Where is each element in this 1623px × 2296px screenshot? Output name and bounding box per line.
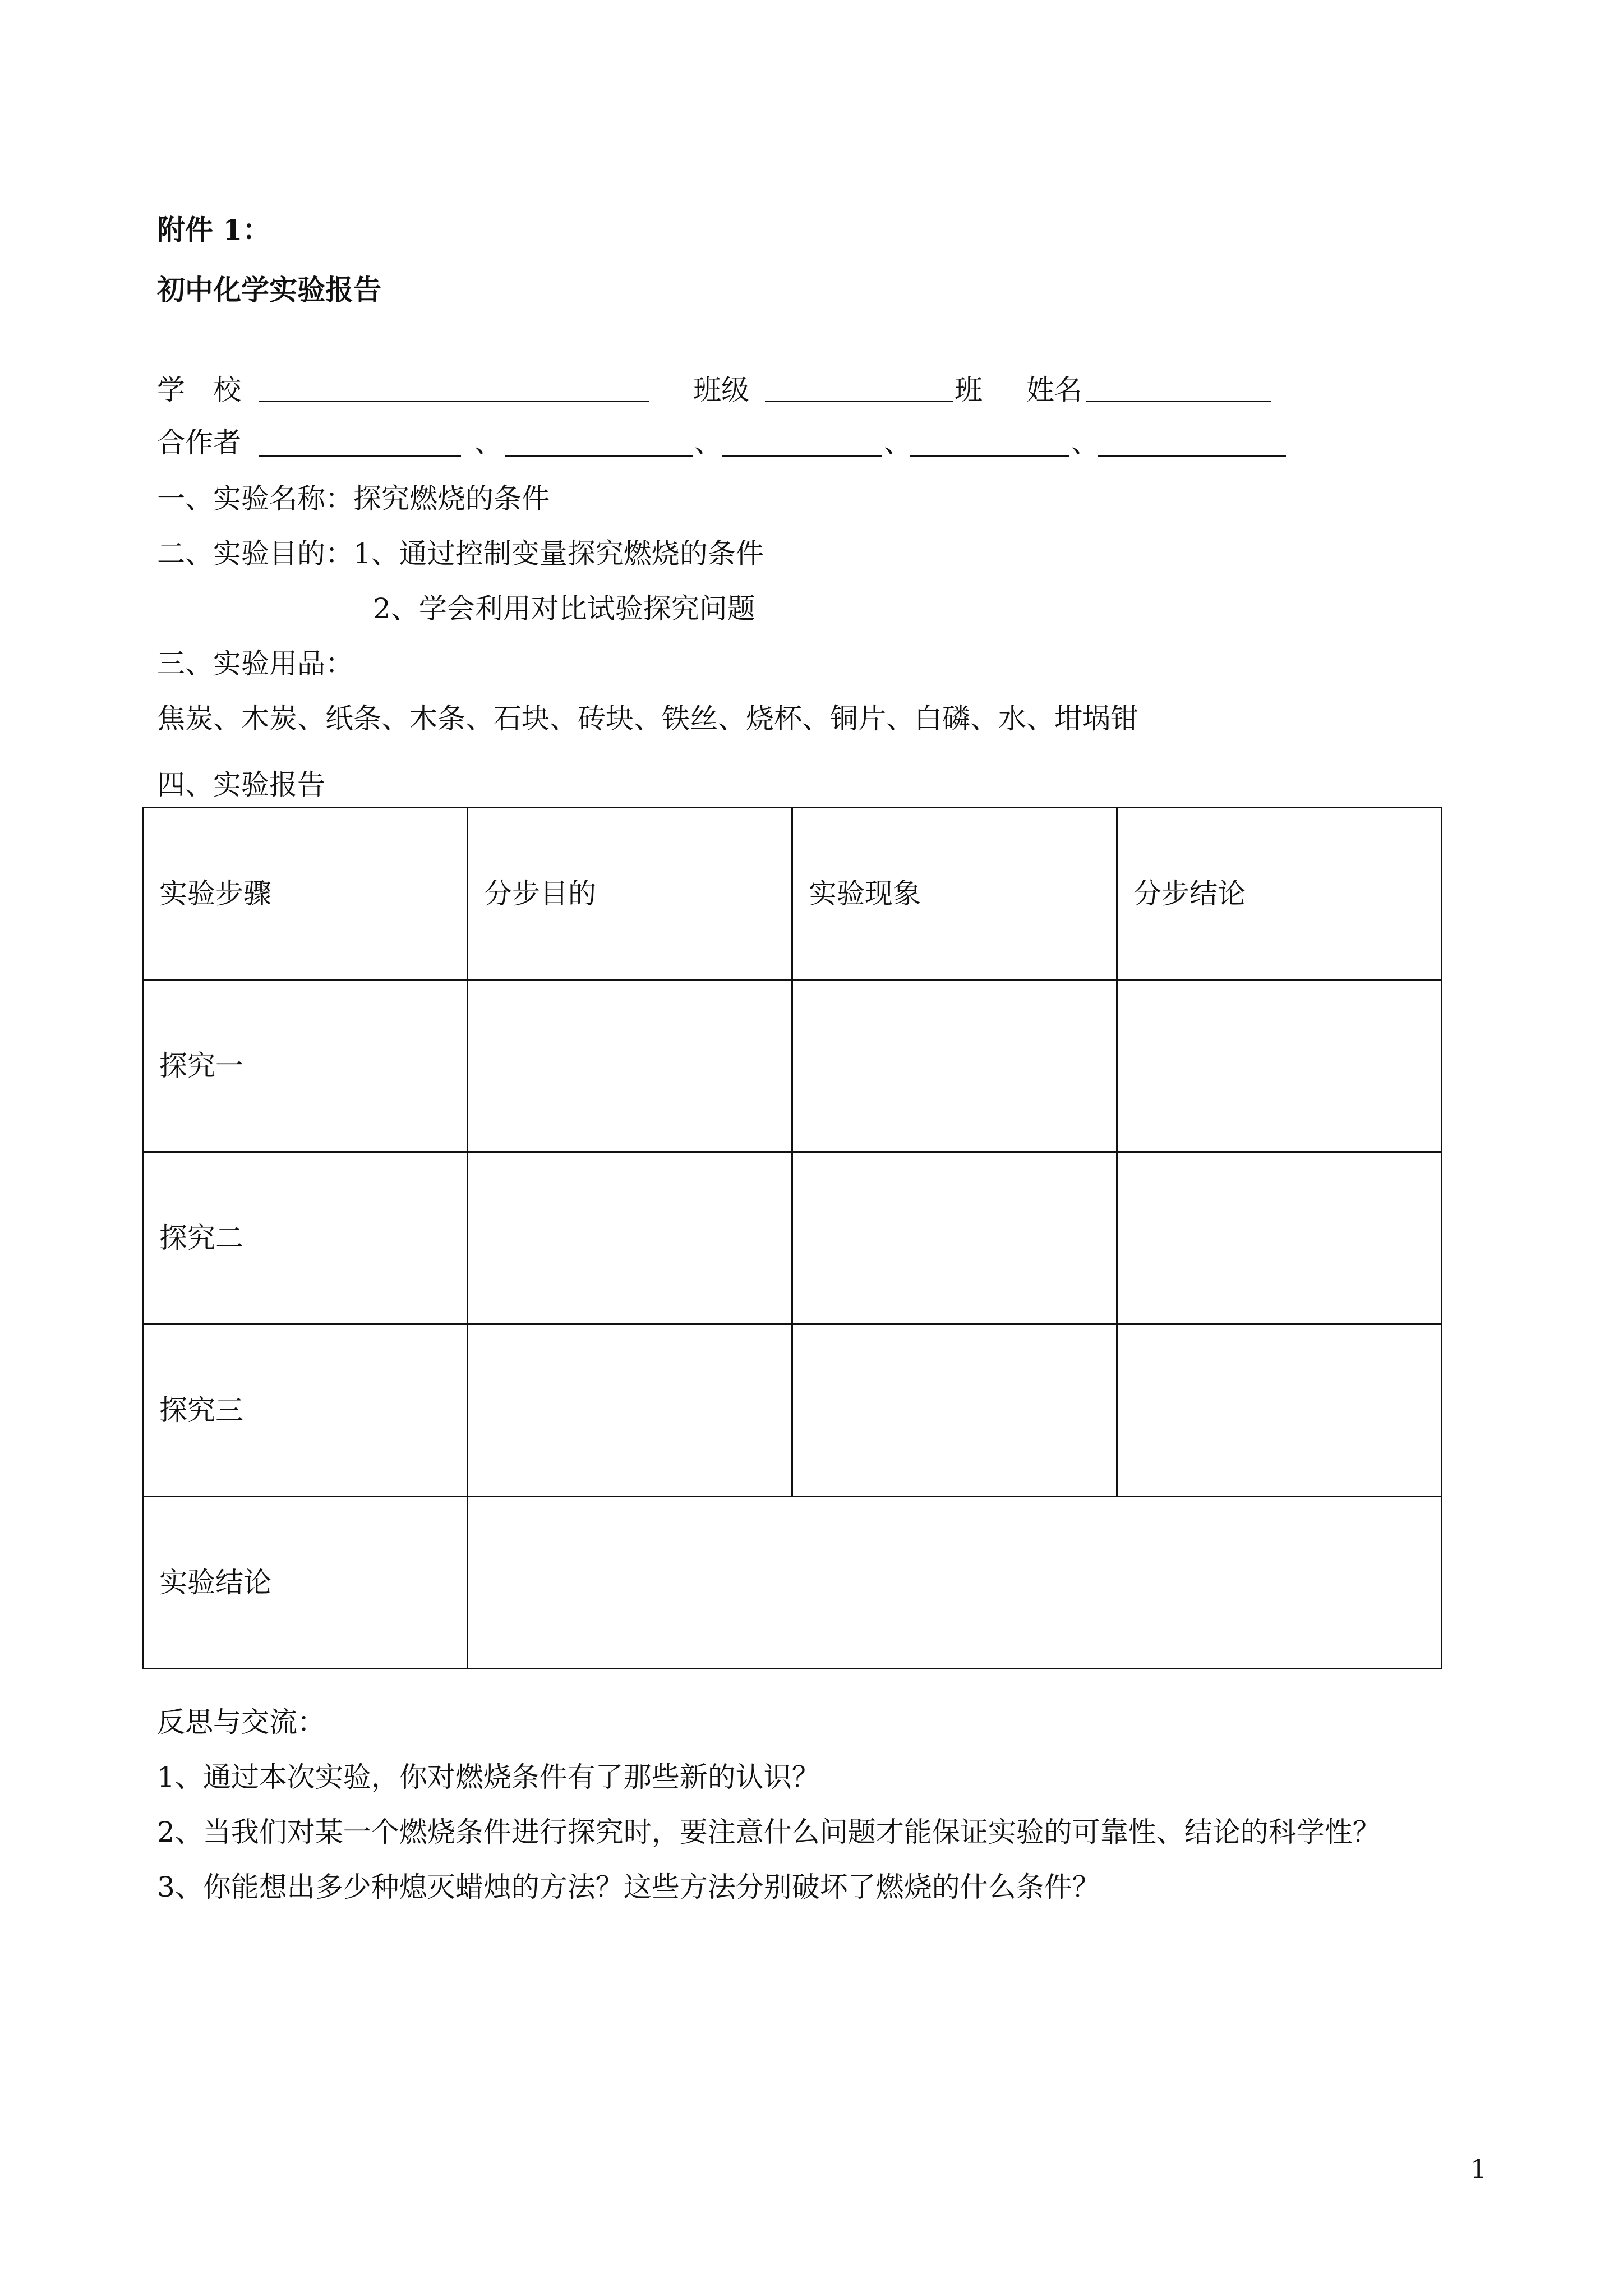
conclusion-label: 实验结论 <box>143 1497 468 1669</box>
table-row <box>143 1152 1442 1324</box>
materials-title: 三、实验用品： <box>157 647 353 680</box>
partner-separator: 、 <box>884 426 912 459</box>
table-cell[interactable] <box>468 1152 792 1324</box>
table-cell[interactable] <box>1117 1152 1442 1324</box>
table-cell[interactable] <box>468 980 792 1152</box>
class-label: 班级 <box>693 374 749 406</box>
name-label: 姓名 <box>1026 374 1082 406</box>
header-conclusion: 分步结论 <box>1117 808 1442 980</box>
table-conclusion-row <box>143 1497 1442 1669</box>
partner-field-5[interactable] <box>1098 455 1286 457</box>
class-suffix: 班 <box>955 374 983 406</box>
partner-separator: 、 <box>694 426 722 459</box>
conclusion-cell[interactable] <box>468 1497 1442 1669</box>
header-phenomenon: 实验现象 <box>792 808 1117 980</box>
report-table <box>142 807 1442 1669</box>
row-label: 探究三 <box>143 1324 468 1497</box>
partner-field-3[interactable] <box>722 455 882 457</box>
reflection-question-2: 2、当我们对某一个燃烧条件进行探究时，要注意什么问题才能保证实验的可靠性、结论的科学性？ <box>157 1816 1381 1848</box>
partner-field-1[interactable] <box>259 455 461 457</box>
document-title: 初中化学实验报告 <box>157 273 381 306</box>
table-cell[interactable] <box>792 1324 1117 1497</box>
header-purpose: 分步目的 <box>468 808 792 980</box>
school-field[interactable] <box>259 401 649 402</box>
attachment-label: 附件 1： <box>157 213 271 246</box>
partner-label: 合作者 <box>157 426 241 459</box>
report-title: 四、实验报告 <box>157 769 325 801</box>
table-cell[interactable] <box>1117 980 1442 1152</box>
name-field[interactable] <box>1086 401 1271 402</box>
class-field[interactable] <box>765 401 953 402</box>
partner-separator: 、 <box>1071 426 1099 459</box>
partner-field-2[interactable] <box>505 455 693 457</box>
reflection-title: 反思与交流： <box>157 1706 325 1738</box>
partner-field-4[interactable] <box>910 455 1069 457</box>
row-label: 探究一 <box>143 980 468 1152</box>
school-label: 学 校 <box>157 374 241 406</box>
row-label: 探究二 <box>143 1152 468 1324</box>
page-number: 1 <box>1470 2154 1487 2184</box>
header-steps: 实验步骤 <box>143 808 468 980</box>
reflection-question-1: 1、通过本次实验，你对燃烧条件有了那些新的认识？ <box>157 1761 820 1793</box>
table-header-row <box>143 808 1442 980</box>
materials-list: 焦炭、木炭、纸条、木条、石块、砖块、铁丝、烧杯、铜片、白磷、水、坩埚钳 <box>157 702 1138 735</box>
partner-separator: 、 <box>474 426 502 459</box>
table-cell[interactable] <box>792 1152 1117 1324</box>
table-row <box>143 1324 1442 1497</box>
table-row <box>143 980 1442 1152</box>
table-cell[interactable] <box>1117 1324 1442 1497</box>
experiment-purpose-2: 2、学会利用对比试验探究问题 <box>373 592 755 625</box>
reflection-question-3: 3、你能想出多少种熄灭蜡烛的方法？这些方法分别破坏了燃烧的什么条件？ <box>157 1871 1100 1903</box>
experiment-name: 一、实验名称：探究燃烧的条件 <box>157 482 550 515</box>
experiment-purpose: 二、实验目的：1、通过控制变量探究燃烧的条件 <box>157 537 764 570</box>
table-cell[interactable] <box>792 980 1117 1152</box>
table-cell[interactable] <box>468 1324 792 1497</box>
